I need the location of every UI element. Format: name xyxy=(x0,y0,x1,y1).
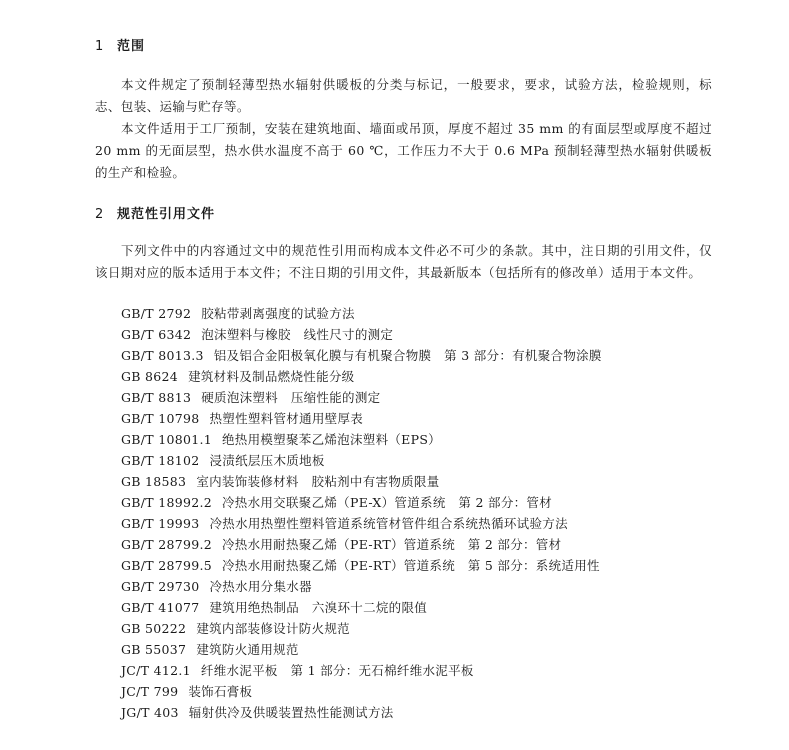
reference-item xyxy=(121,408,602,429)
reference-item xyxy=(121,324,602,345)
reference-item xyxy=(121,681,602,702)
reference-title: 绝热用模塑聚苯乙烯泡沫塑料（EPS） xyxy=(221,432,441,447)
reference-title: 冷热水用耐热聚乙烯（PE-RT）管道系统 第 2 部分：管材 xyxy=(221,537,562,552)
reference-item xyxy=(121,450,602,471)
reference-item xyxy=(121,303,602,324)
reference-code: JG/T 403 xyxy=(121,705,179,720)
section-heading-normative-references xyxy=(95,203,215,222)
section-number: 2 xyxy=(95,207,105,222)
reference-code: GB/T 6342 xyxy=(121,327,192,342)
reference-item xyxy=(121,345,602,366)
reference-title: 纤维水泥平板 第 1 部分：无石棉纤维水泥平板 xyxy=(200,663,474,678)
reference-title: 浸渍纸层压木质地板 xyxy=(209,453,325,468)
reference-list xyxy=(121,303,602,723)
reference-code: GB/T 10801.1 xyxy=(121,432,212,447)
reference-item xyxy=(121,429,602,450)
reference-code: GB/T 41077 xyxy=(121,600,200,615)
reference-item xyxy=(121,576,602,597)
reference-title: 硬质泡沫塑料 压缩性能的测定 xyxy=(201,390,381,405)
reference-code: GB/T 28799.5 xyxy=(121,558,212,573)
reference-code: JC/T 412.1 xyxy=(121,663,191,678)
reference-item xyxy=(121,366,602,387)
section-title: 范围 xyxy=(117,39,146,54)
reference-title: 铝及铝合金阳极氧化膜与有机聚合物膜 第 3 部分：有机聚合物涂膜 xyxy=(213,348,602,363)
reference-title: 建筑材料及制品燃烧性能分级 xyxy=(188,369,355,384)
reference-item xyxy=(121,618,602,639)
reference-item xyxy=(121,513,602,534)
reference-item xyxy=(121,660,602,681)
reference-code: GB/T 19993 xyxy=(121,516,200,531)
reference-code: GB/T 8013.3 xyxy=(121,348,204,363)
reference-title: 冷热水用耐热聚乙烯（PE-RT）管道系统 第 5 部分：系统适用性 xyxy=(221,558,600,573)
reference-code: JC/T 799 xyxy=(121,684,179,699)
references-intro-paragraph: 下列文件中的内容通过文中的规范性引用而构成本文件必不可少的条款。其中，注日期的引用文件，仅该日期对应的版本适用于本文件；不注日期的引用文件，其最新版本（包括所有的修改单）适用于本文件。 xyxy=(95,243,712,280)
section-heading-scope xyxy=(95,35,145,54)
reference-title: 冷热水用交联聚乙烯（PE-X）管道系统 第 2 部分：管材 xyxy=(221,495,553,510)
reference-title: 冷热水用分集水器 xyxy=(209,579,312,594)
reference-title: 辐射供冷及供暖装置热性能测试方法 xyxy=(188,705,394,720)
reference-code: GB 8624 xyxy=(121,369,179,384)
reference-item xyxy=(121,387,602,408)
reference-item xyxy=(121,702,602,723)
reference-title: 建筑防火通用规范 xyxy=(196,642,299,657)
reference-code: GB/T 28799.2 xyxy=(121,537,212,552)
reference-item xyxy=(121,471,602,492)
scope-paragraph: 本文件适用于工厂预制，安装在建筑地面、墙面或吊顶，厚度不超过 35 mm 的有面层型或厚度不超过 20 mm 的无面层型，热水供水温度不高于 60 ℃，工作压力不大于 0.6 MPa 预制轻薄型热水辐射供暖板的生产和检验。 xyxy=(95,121,712,180)
reference-item xyxy=(121,639,602,660)
reference-title: 泡沫塑料与橡胶 线性尺寸的测定 xyxy=(201,327,394,342)
section-number: 1 xyxy=(95,39,105,54)
reference-code: GB/T 8813 xyxy=(121,390,192,405)
scope-paragraph: 本文件规定了预制轻薄型热水辐射供暖板的分类与标记，一般要求，要求，试验方法，检验规则，标志、包装、运输与贮存等。 xyxy=(95,77,712,114)
reference-code: GB/T 29730 xyxy=(121,579,200,594)
reference-item xyxy=(121,492,602,513)
reference-item xyxy=(121,534,602,555)
reference-title: 胶粘带剥离强度的试验方法 xyxy=(201,306,355,321)
reference-title: 热塑性塑料管材通用壁厚表 xyxy=(209,411,364,426)
reference-item xyxy=(121,597,602,618)
reference-code: GB/T 18992.2 xyxy=(121,495,212,510)
reference-title: 建筑内部装修设计防火规范 xyxy=(196,621,350,636)
reference-code: GB/T 2792 xyxy=(121,306,192,321)
reference-item xyxy=(121,555,602,576)
reference-title: 冷热水用热塑性塑料管道系统管材管件组合系统热循环试验方法 xyxy=(209,516,568,531)
section-title: 规范性引用文件 xyxy=(117,207,216,222)
reference-code: GB 18583 xyxy=(121,474,187,489)
reference-code: GB/T 18102 xyxy=(121,453,200,468)
reference-title: 装饰石膏板 xyxy=(188,684,253,699)
reference-code: GB/T 10798 xyxy=(121,411,200,426)
reference-title: 建筑用绝热制品 六溴环十二烷的限值 xyxy=(209,600,428,615)
reference-title: 室内装饰装修材料 胶粘剂中有害物质限量 xyxy=(196,474,440,489)
reference-code: GB 50222 xyxy=(121,621,187,636)
reference-code: GB 55037 xyxy=(121,642,187,657)
